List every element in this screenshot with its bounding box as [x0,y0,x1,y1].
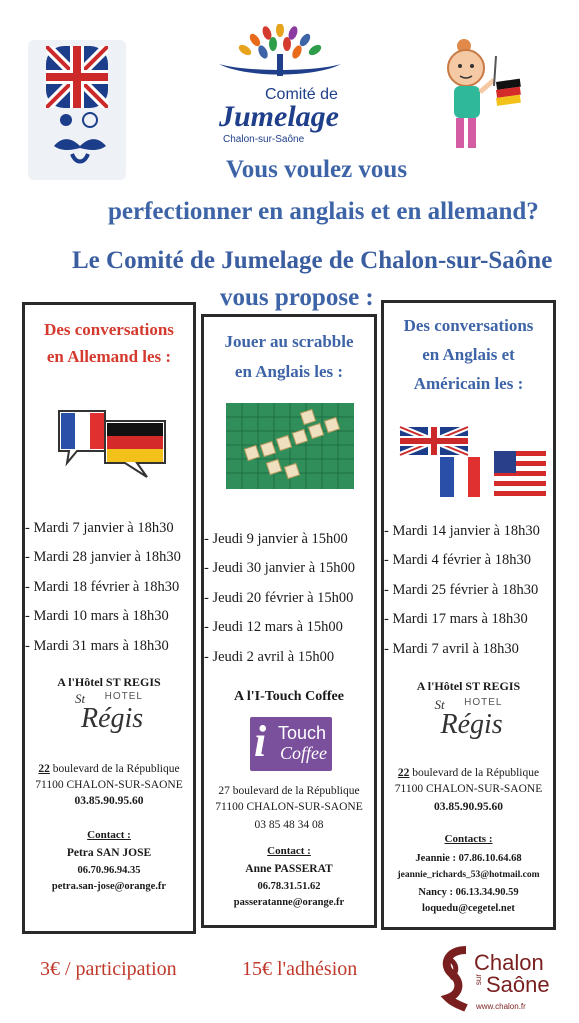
moustache-icon [50,110,110,170]
date-item: - Jeudi 20 février à 15h00 [204,589,354,606]
english-contact-1: Jeannie : 07.86.10.64.68 [415,853,522,864]
scrabble-contact-phone: 06.78.31.51.62 [257,881,321,892]
date-item: - Mardi 10 mars à 18h30 [25,608,169,625]
english-venue: A l'Hôtel ST REGIS [416,679,521,693]
chalon-emblem-icon [440,944,470,1014]
scrabble-english-column [201,314,377,928]
english-contact-1-email[interactable]: jeannie_richards_53@hotmail.com [397,870,540,880]
german-venue: A l'Hôtel ST REGIS [57,675,161,689]
uk-gentleman-illustration [28,40,126,180]
st-regis-hotel-logo: St HOTEL Régis [434,697,503,740]
scrabble-address-line-1: 27 boulevard de la République [218,785,360,797]
itouch-coffee-logo: i Touch Coffee [250,717,332,771]
german-contact-phone: 06.70.96.94.35 [77,865,141,876]
date-item: - Mardi 14 janvier à 18h30 [384,523,540,539]
english-address-line-1: 22 boulevard de la République [397,767,540,779]
headline-line-4: vous propose : [220,284,374,311]
headline-line-2: perfectionner en anglais et en allemand? [108,198,539,225]
st-regis-hotel-logo: St HOTEL Régis [75,691,144,734]
chalon-sur-saone-logo: Chalon sur Saône www.chalon.fr [440,940,552,1016]
date-item: - Mardi 18 février à 18h30 [25,578,180,595]
german-hotel-phone: 03.85.90.95.60 [74,795,144,807]
date-item: - Jeudi 12 mars à 15h00 [204,619,343,636]
english-hotel-phone: 03.85.90.95.60 [434,801,503,813]
scrabble-venue: A l'I-Touch Coffee [234,689,344,704]
english-contact-2: Nancy : 06.13.34.90.59 [418,887,519,898]
english-american-conversation-column [381,300,556,930]
english-column-title-line-2: en Anglais et [422,345,515,364]
scrabble-contact-email[interactable]: passeratanne@orange.fr [233,897,345,908]
german-column-title-line-1: Des conversations [44,320,174,339]
scrabble-dates-list [204,525,374,672]
france-germany-speech-bubbles-icon [55,405,169,481]
german-address-line-2: 71100 CHALON-SUR-SAONE [35,779,183,791]
date-item: - Jeudi 2 avril à 15h00 [204,648,335,665]
scrabble-address-line-2: 71100 CHALON-SUR-SAONE [215,801,363,813]
date-item: - Jeudi 30 janvier à 15h00 [204,560,356,577]
membership-price: 15€ l'adhésion [242,958,358,980]
union-jack-hat-icon [46,46,108,108]
english-contact-2-email[interactable]: loquedu@cegetel.net [422,903,515,914]
german-address-line-1: 22 boulevard de la République [38,763,180,775]
date-item: - Mardi 25 février à 18h30 [384,581,539,598]
scrabble-cafe-phone: 03 85 48 34 08 [254,819,324,831]
scrabble-column-title-line-2: en Anglais les : [234,362,344,381]
german-contact-heading: Contact : [87,829,131,841]
logo-text-jumelage: Jumelage [219,100,339,133]
german-column-title-line-2: en Allemand les : [46,347,172,366]
date-item: - Mardi 7 janvier à 18h30 [25,520,174,536]
headline-line-3: Le Comité de Jumelage de Chalon-sur-Saône [72,247,553,274]
date-item: - Mardi 31 mars à 18h30 [25,637,169,654]
english-column-title-line-1: Des conversations [403,316,534,335]
comite-jumelage-logo [195,24,365,154]
scrabble-column-title-line-1: Jouer au scrabble [224,332,354,351]
english-column-title-line-3: Américain les : [413,374,524,393]
date-item: - Mardi 4 février à 18h30 [384,552,531,569]
girl-with-german-flag-illustration [434,36,534,166]
scrabble-contact-heading: Contact : [267,845,311,857]
participation-price: 3€ / participation [40,958,177,980]
german-conversation-column [22,302,196,934]
date-item: - Mardi 28 janvier à 18h30 [25,549,181,566]
date-item: - Jeudi 9 janvier à 15h00 [204,531,348,547]
tree-logo-icon [205,24,355,86]
german-contact-email[interactable]: petra.san-jose@orange.fr [51,881,167,892]
scrabble-board-icon [226,403,354,489]
logo-text-city: Chalon-sur-Saône [223,134,305,145]
logo-text-comite: Comité de [265,86,338,103]
headline-line-1: Vous voulez vous [226,156,408,183]
scrabble-contact-name: Anne PASSERAT [245,863,333,875]
english-dates-list [384,517,553,664]
german-contact-name: Petra SAN JOSE [66,847,152,859]
uk-france-usa-flag-faces-icon [398,417,548,503]
date-item: - Mardi 17 mars à 18h30 [384,611,528,628]
german-dates-list [25,514,193,661]
english-contacts-heading: Contacts : [444,833,493,845]
english-address-line-2: 71100 CHALON-SUR-SAONE [394,783,543,795]
date-item: - Mardi 7 avril à 18h30 [384,640,519,657]
